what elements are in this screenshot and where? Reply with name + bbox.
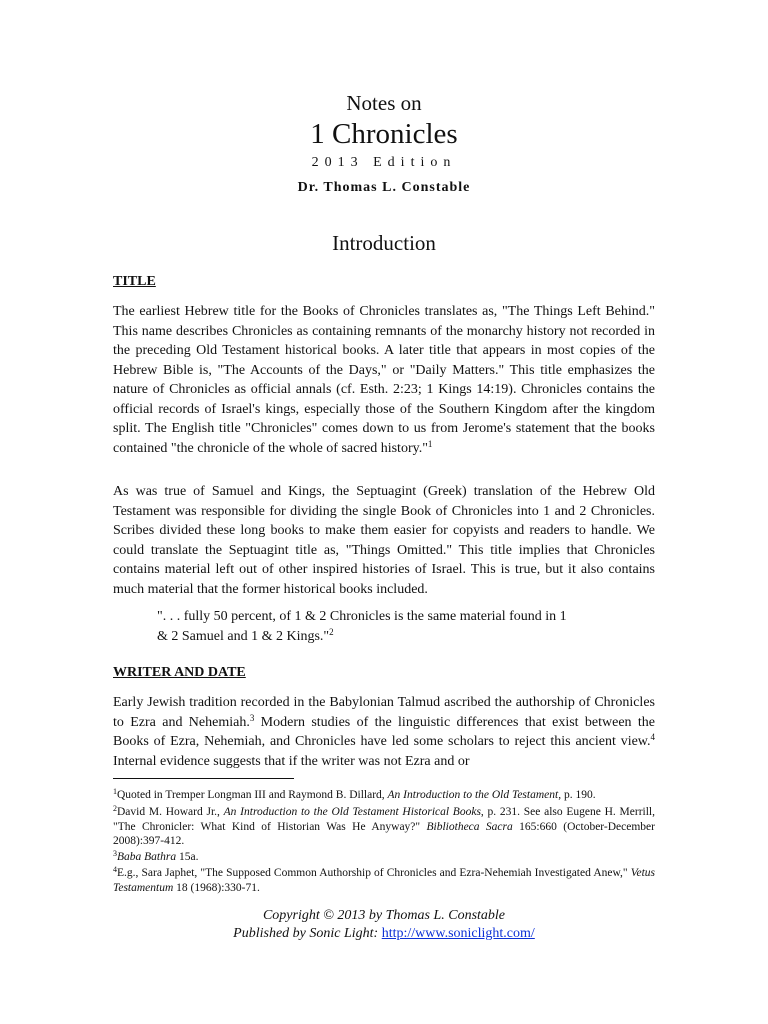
quote-line-2: & 2 Samuel and 1 & 2 Kings." — [157, 628, 330, 644]
author-name: Dr. Thomas L. Constable — [297, 180, 471, 195]
footnote-number: 4 — [113, 865, 117, 874]
title-heading: TITLE — [113, 274, 156, 289]
footnote-ref-4: 4 — [650, 732, 655, 742]
footnote-number: 1 — [113, 787, 117, 796]
footnote-separator — [113, 778, 294, 779]
footnote-text: Quoted in Tremper Longman III and Raymond B. Dillard, — [117, 789, 388, 801]
publisher-line — [0, 925, 768, 943]
title-paragraph-2 — [113, 482, 655, 599]
publisher-prefix: Published by Sonic Light: — [233, 926, 382, 941]
title-paragraph-1-text: The earliest Hebrew title for the Books of Chronicles translates as, "The Things Left Behind." This name describes Chronicles as containing remnants of the monarchy history not recorded in the preceding Old Testament historical books. A later title that appears in most copies of the Hebrew Bible is, "The Accounts of the Days," or "Daily Matters." This title emphasizes the nature of Chronicles as official annals (cf. Esth. 2:23; 1 Kings 14:19). Chronicles contains the official records of Israel's kings, especially those of the Southern Kingdom after the kingdom split. The English title "Chronicles" comes down to us from Jerome's statement that the books contained "the chronicle of the whole of sacred history." — [113, 304, 655, 456]
writer-heading: WRITER AND DATE — [113, 665, 246, 680]
footnote-4 — [113, 866, 655, 895]
footnote-text-after: , p. 231. See also Eugene H. Merrill, "The Chronicler: What Kind of Historian Was He Anyway?" — [113, 806, 655, 833]
title-paragraph-2-text: As was true of Samuel and Kings, the Septuagint (Greek) translation of the Hebrew Old Testament was responsible for dividing the single Book of Chronicles into 1 and 2 Chronicles. Scribes divided these long books to make them easier for copyists and readers to handle. We could translate the Septuagint title as, "Things Omitted." This title implies that Chronicles contains material left out of other inspired histories of Israel. This is true, but it also contains much material that the former historical books included. — [113, 484, 655, 597]
footnote-3 — [113, 850, 655, 865]
notes-on-label: Notes on — [346, 91, 422, 115]
website-link[interactable]: http://www.soniclight.com/ — [381, 926, 535, 941]
footnote-text-after: 15a. — [176, 851, 199, 863]
copyright-line: Copyright © 2013 by Thomas L. Constable — [262, 908, 506, 923]
writer-text-b: Modern studies of the linguistic differences that exist between the Books of Ezra, Nehemiah, and Chronicles have led some scholars to reject this ancient view. — [113, 714, 655, 749]
footnote-number: 2 — [113, 804, 117, 813]
title-paragraph-1 — [113, 302, 655, 458]
quote-line-1: ". . . fully 50 percent, of 1 & 2 Chronicles is the same material found in 1 — [157, 609, 567, 624]
footnote-italic-2: Bibliotheca Sacra — [426, 820, 513, 833]
footnote-text: E.g., Sara Japhet, "The Supposed Common Authorship of Chronicles and Ezra-Nehemiah Investigated Anew," — [117, 867, 631, 879]
writer-paragraph — [113, 693, 655, 771]
footnote-ref-1: 1 — [427, 438, 433, 449]
footnote-italic: Baba Bathra — [117, 851, 177, 863]
footnote-2 — [113, 805, 655, 849]
footnote-text-after-2: 165:660 (October-December 2008):397-412. — [113, 820, 655, 847]
book-title: 1 Chronicles — [310, 118, 458, 150]
edition-label: 2013 Edition — [311, 155, 457, 170]
footnote-text-after: , p. 190. — [558, 789, 596, 801]
section-title: Introduction — [332, 231, 436, 255]
footnote-1 — [113, 788, 655, 803]
writer-text-c: Internal evidence suggests that if the writer was not Ezra and or — [113, 753, 470, 769]
footnote-text-after: 18 (1968):330-71. — [173, 881, 260, 894]
footnote-italic: An Introduction to the Old Testament Historical Books — [223, 806, 481, 818]
footnote-italic: An Introduction to the Old Testament — [387, 789, 559, 801]
footnote-ref-2: 2 — [329, 626, 334, 637]
footnote-text: David M. Howard Jr., — [117, 806, 224, 818]
footnote-ref-3: 3 — [249, 712, 255, 723]
footnote-italic: Vetus Testamentum — [113, 867, 655, 894]
footnote-number: 3 — [113, 849, 117, 858]
writer-text-a: Early Jewish tradition recorded in the Babylonian Talmud ascribed the authorship of Chronicles to Ezra and Nehemiah. — [113, 695, 655, 730]
block-quote — [157, 607, 627, 646]
